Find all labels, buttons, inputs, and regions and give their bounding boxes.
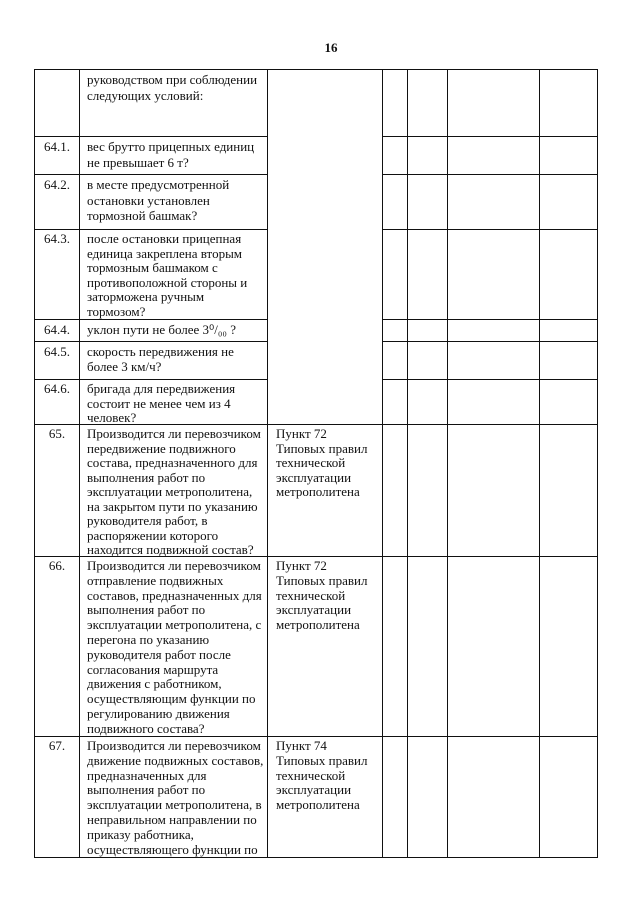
blank-cell [383,230,408,320]
blank-cell [540,342,598,380]
blank-cell [408,137,448,175]
item-number: 64.5. [35,342,80,380]
item-number: 64.6. [35,380,80,425]
item-question: руководством при соблюдении следующих условий: [80,70,268,137]
item-number: 64.4. [35,320,80,342]
item-reference: Пункт 74 Типовых правил технической эксплуатации метрополитена [268,737,383,858]
blank-cell [540,137,598,175]
blank-cell [383,380,408,425]
item-number: 64.3. [35,230,80,320]
blank-cell [448,557,540,737]
item-number: 64.1. [35,137,80,175]
blank-cell [408,230,448,320]
reference-cell-merged [268,70,383,425]
item-number: 65. [35,425,80,557]
item-reference: Пункт 72 Типовых правил технической эксплуатации метрополитена [268,425,383,557]
blank-cell [448,230,540,320]
blank-cell [408,380,448,425]
item-question: скорость передвижения не более 3 км/ч? [80,342,268,380]
item-number: 66. [35,557,80,737]
blank-cell [540,380,598,425]
blank-cell [383,425,408,557]
blank-cell [383,557,408,737]
blank-cell [448,70,540,137]
item-number: 64.2. [35,175,80,230]
blank-cell [448,320,540,342]
item-question: Производится ли перевозчиком движение подвижных составов, предназначенных для выполнения работ по эксплуатации метрополитена, в неправильном направлении по приказу работника, осуществляющего функции по [80,737,268,858]
blank-cell [383,737,408,858]
blank-cell [540,737,598,858]
item-question: в месте предусмотренной остановки установлен тормозной башмак? [80,175,268,230]
blank-cell [540,557,598,737]
item-question: Производится ли перевозчиком отправление подвижных составов, предназначенных для выполнения работ по эксплуатации метрополитена, с перегона по указанию руководителя работ после согласования маршрута движения с работником, осуществляющим функции по регулированию движения подвижного состава? [80,557,268,737]
blank-cell [448,425,540,557]
blank-cell [383,175,408,230]
blank-cell [540,70,598,137]
blank-cell [383,137,408,175]
item-reference: Пункт 72 Типовых правил технической эксплуатации метрополитена [268,557,383,737]
item-question: вес брутто прицепных единиц не превышает 6 т? [80,137,268,175]
blank-cell [408,320,448,342]
item-number [35,70,80,137]
blank-cell [408,342,448,380]
blank-cell [448,137,540,175]
blank-cell [383,342,408,380]
item-question: после остановки прицепная единица закреплена вторым тормозным башмаком с противоположной стороны и заторможена ручным тормозом? [80,230,268,320]
blank-cell [383,320,408,342]
blank-cell [383,70,408,137]
blank-cell [408,70,448,137]
blank-cell [540,425,598,557]
blank-cell [408,737,448,858]
blank-cell [448,175,540,230]
blank-cell [448,380,540,425]
item-question: бригада для передвижения состоит не менее чем из 4 человек? [80,380,268,425]
item-question: Производится ли перевозчиком передвижение подвижного состава, предназначенного для выполнения работ по эксплуатации метрополитена, на закрытом пути по указанию руководителя работ, в распоряжении которого находится подвижной состав? [80,425,268,557]
blank-cell [540,320,598,342]
blank-cell [448,342,540,380]
item-number: 67. [35,737,80,858]
blank-cell [540,230,598,320]
blank-cell [408,175,448,230]
page-number: 16 [324,40,338,55]
checklist-table [34,69,598,858]
blank-cell [408,557,448,737]
blank-cell [540,175,598,230]
blank-cell [408,425,448,557]
item-question: уклон пути не более 3⁰/₀₀ ? [80,320,268,342]
blank-cell [448,737,540,858]
